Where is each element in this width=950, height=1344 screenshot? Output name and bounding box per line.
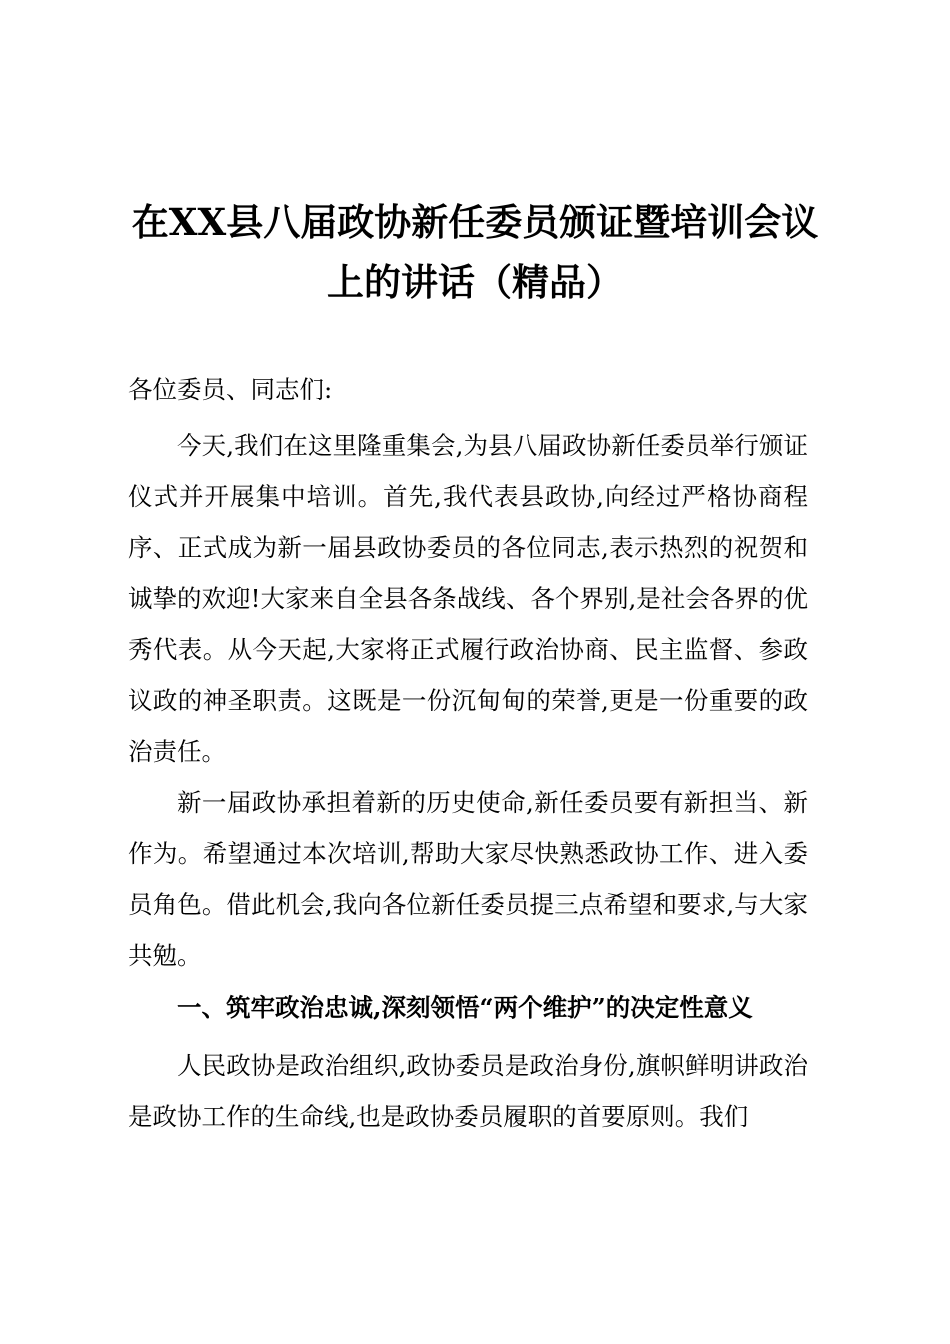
- document-title: 在XX县八届政协新任委员颁证暨培训会议上的讲话（精品）: [131, 200, 819, 304]
- paragraph-expectations: 新一届政协承担着新的历史使命,新任委员要有新担当、新作为。希望通过本次培训,帮助大家尽快熟悉政协工作、进入委员角色。借此机会,我向各位新任委员提三点希望和要求,与大家共勉。: [128, 788, 808, 970]
- greeting: 各位委员、同志们:: [128, 375, 333, 404]
- section-paragraph: 人民政协是政治组织,政协委员是政治身份,旗帜鲜明讲政治是政协工作的生命线,也是政协委员履职的首要原则。我们: [128, 1051, 808, 1131]
- section-heading: 一、筑牢政治忠诚,深刻领悟“两个维护”的决定性意义: [177, 993, 753, 1022]
- paragraph-opening: 今天,我们在这里隆重集会,为县八届政协新任委员举行颁证仪式并开展集中培训。首先,我代表县政协,向经过严格协商程序、正式成为新一届县政协委员的各位同志,表示热烈的祝贺和诚挚的欢迎!大家来自全县各条战线、各个界别,是社会各界的优秀代表。从今天起,大家将正式履行政治协商、民主监督、参政议政的神圣职责。这既是一份沉甸甸的荣誉,更是一份重要的政治责任。: [128, 431, 808, 766]
